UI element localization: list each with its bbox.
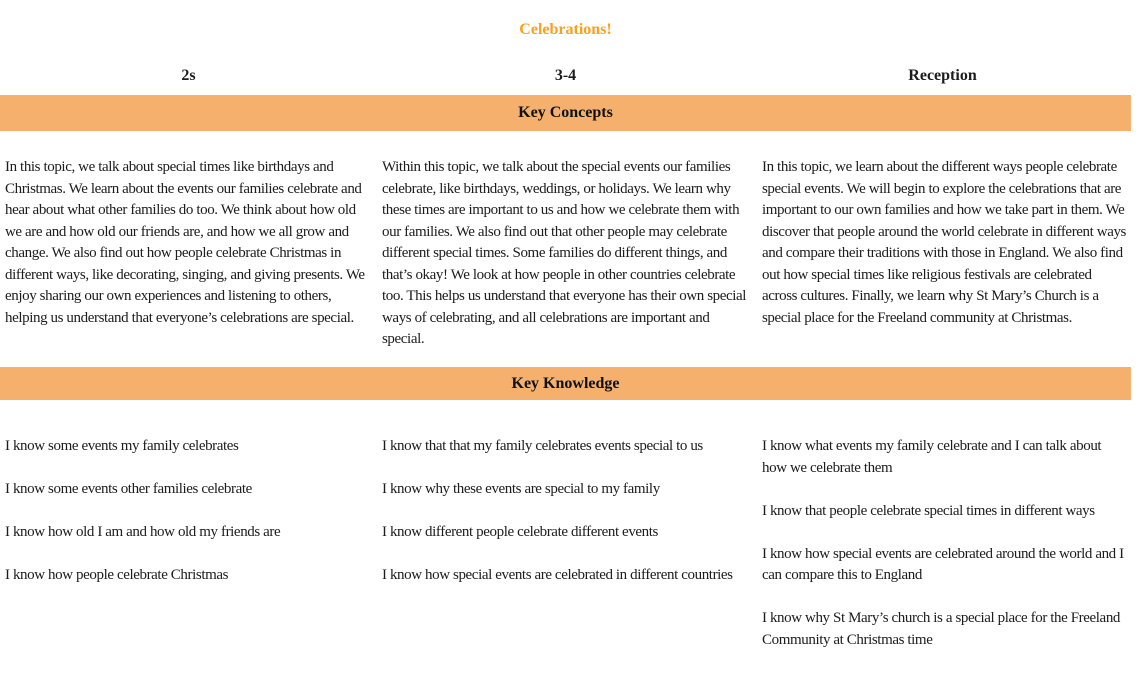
key-concepts-text-reception: In this topic, we learn about the different ways people celebrate special events. We will begin to explore the celebrations that are important to our own families and how we take part in them. We discover that people around the world celebrate in different ways and compare their traditions with those in England. We also find out how special times like religious festivals are celebrated across cultures. Finally, we learn why St Mary’s Church is a special place for the Freeland community at Christmas. bbox=[762, 159, 1126, 326]
key-knowledge-cell-reception bbox=[754, 436, 1131, 673]
knowledge-item: I know that that my family celebrates events special to us bbox=[382, 438, 703, 454]
page-title: Celebrations! bbox=[519, 21, 612, 38]
age-group-header-row bbox=[0, 66, 1131, 86]
column-header-2s: 2s bbox=[181, 67, 196, 84]
knowledge-item: I know some events my family celebrates bbox=[5, 438, 239, 454]
topic-overview-document bbox=[0, 20, 1131, 673]
key-knowledge-row bbox=[0, 436, 1131, 673]
knowledge-item: I know how people celebrate Christmas bbox=[5, 567, 229, 583]
column-header-3-4: 3-4 bbox=[554, 67, 577, 84]
knowledge-item: I know how special events are celebrated in different countries bbox=[382, 567, 733, 583]
key-knowledge-cell-3-4 bbox=[377, 436, 754, 673]
knowledge-item: I know how old I am and how old my friends are bbox=[5, 524, 281, 540]
key-knowledge-banner bbox=[0, 367, 1131, 400]
knowledge-item: I know why St Mary’s church is a special place for the Freeland Community at Christmas time bbox=[762, 610, 1121, 648]
key-concepts-cell-2s bbox=[0, 157, 377, 367]
knowledge-item: I know different people celebrate different events bbox=[382, 524, 658, 540]
key-concepts-text-2s: In this topic, we talk about special times like birthdays and Christmas. We learn about the events our families celebrate and hear about what other families do too. We think about how old we are and how old our friends are, and how we all grow and change. We also find out how people celebrate Christmas in different ways, like decorating, singing, and giving presents. We enjoy sharing our own experiences and listening to others, helping us understand that everyone’s celebrations are special. bbox=[5, 159, 365, 326]
key-concepts-text-3-4: Within this topic, we talk about the special events our families celebrate, like birthdays, weddings, or holidays. We learn why these times are important to us and how we celebrate them with our families. We also find out that other people may celebrate different special times. Some families do different things, and that’s okay! We look at how people in other countries celebrate too. This helps us understand that everyone has their own special ways of celebrating, and all celebrations are important and special. bbox=[382, 159, 747, 347]
key-knowledge-banner-label: Key Knowledge bbox=[511, 375, 620, 392]
key-concepts-banner bbox=[0, 95, 1131, 131]
knowledge-item: I know why these events are special to my family bbox=[382, 481, 660, 497]
key-knowledge-cell-2s bbox=[0, 436, 377, 673]
key-concepts-banner-label: Key Concepts bbox=[518, 104, 613, 121]
knowledge-item: I know how special events are celebrated around the world and I can compare this to England bbox=[762, 545, 1124, 583]
column-header-reception: Reception bbox=[908, 67, 977, 84]
key-concepts-cell-3-4 bbox=[377, 157, 754, 367]
knowledge-item: I know that people celebrate special times in different ways bbox=[762, 502, 1095, 519]
knowledge-item: I know some events other families celebrate bbox=[5, 481, 252, 497]
key-concepts-cell-reception bbox=[754, 157, 1131, 367]
knowledge-item: I know what events my family celebrate and I can talk about how we celebrate them bbox=[762, 438, 1102, 476]
key-concepts-row bbox=[0, 157, 1131, 367]
